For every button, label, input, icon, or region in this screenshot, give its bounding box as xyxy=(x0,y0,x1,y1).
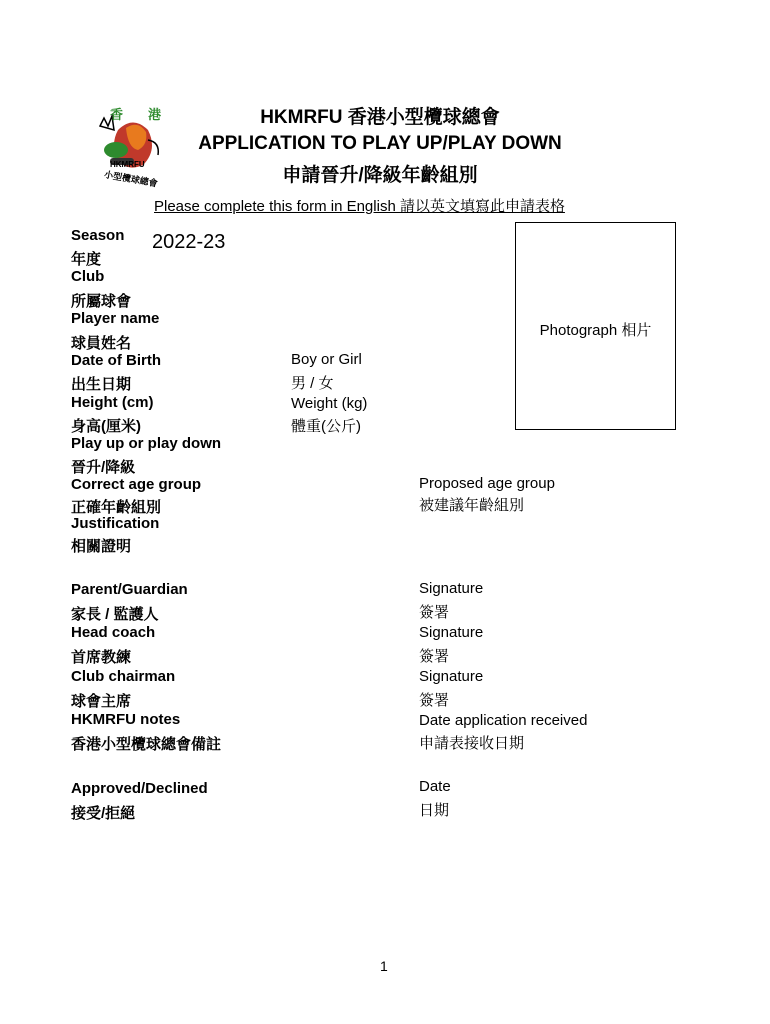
date-label: Date xyxy=(419,778,451,795)
weight-label: Weight (kg) xyxy=(291,395,368,412)
approved-label-zh: 接受/拒絕 xyxy=(71,805,136,822)
gender-label: Boy or Girl xyxy=(291,351,362,368)
form-subtitle-zh: 申請晉升/降級年齡組別 xyxy=(282,165,478,186)
logo-char-1: 香 xyxy=(110,107,124,122)
date-received-label-zh: 申請表接收日期 xyxy=(419,735,525,752)
page-number: 1 xyxy=(380,958,388,974)
height-label-zh: 身高(厘米) xyxy=(71,418,141,435)
season-value: 2022-23 xyxy=(152,231,226,253)
chairman-signature-label-zh: 簽署 xyxy=(419,692,450,709)
chairman-label: Club chairman xyxy=(71,668,176,685)
parent-label-zh: 家長 / 監護人 xyxy=(71,606,159,623)
play-up-down-label-zh: 晉升/降級 xyxy=(71,459,136,476)
gender-label-zh: 男 / 女 xyxy=(291,375,334,392)
proposed-age-label-zh: 被建議年齡組別 xyxy=(419,497,525,514)
instruction-text: Please complete this form in English 請以英文填寫此申請表格 xyxy=(154,198,565,215)
coach-signature-label: Signature xyxy=(419,624,484,641)
season-label: Season xyxy=(71,227,125,244)
form-subtitle-en: APPLICATION TO PLAY UP/PLAY DOWN xyxy=(198,133,562,154)
logo-subtitle: 小型欖球總會 xyxy=(103,169,159,189)
height-label: Height (cm) xyxy=(71,394,154,411)
play-up-down-label: Play up or play down xyxy=(71,435,222,452)
coach-label: Head coach xyxy=(71,624,156,641)
chairman-label-zh: 球會主席 xyxy=(71,693,132,710)
date-received-label: Date application received xyxy=(419,712,588,729)
club-label: Club xyxy=(71,268,105,285)
parent-label: Parent/Guardian xyxy=(71,581,188,598)
hkmrfu-logo xyxy=(88,100,178,190)
form-title: HKMRFU 香港小型欖球總會 xyxy=(260,107,500,128)
dob-label: Date of Birth xyxy=(71,352,161,369)
photo-box[interactable] xyxy=(515,222,676,430)
dob-label-zh: 出生日期 xyxy=(71,376,132,393)
season-label-zh: 年度 xyxy=(71,251,102,268)
justification-label: Justification xyxy=(71,515,160,532)
parent-signature-label: Signature xyxy=(419,580,484,597)
logo-name: HKMRFU xyxy=(110,160,145,169)
correct-age-label: Correct age group xyxy=(71,476,202,493)
chairman-signature-label: Signature xyxy=(419,668,484,685)
notes-label-zh: 香港小型欖球總會備註 xyxy=(71,736,222,753)
coach-label-zh: 首席教練 xyxy=(71,649,132,666)
player-name-label-zh: 球員姓名 xyxy=(71,335,132,352)
photo-label: Photograph 相片 xyxy=(539,322,652,339)
approved-label: Approved/Declined xyxy=(71,780,208,797)
parent-signature-label-zh: 簽署 xyxy=(419,604,450,621)
club-label-zh: 所屬球會 xyxy=(71,293,132,310)
proposed-age-label: Proposed age group xyxy=(419,475,555,492)
logo-char-2: 港 xyxy=(148,107,162,122)
justification-label-zh: 相關證明 xyxy=(71,538,132,555)
date-label-zh: 日期 xyxy=(419,802,450,819)
correct-age-label-zh: 正確年齡組別 xyxy=(71,499,162,516)
coach-signature-label-zh: 簽署 xyxy=(419,648,450,665)
notes-label: HKMRFU notes xyxy=(71,711,181,728)
player-name-label: Player name xyxy=(71,310,160,327)
weight-label-zh: 體重(公斤) xyxy=(291,418,361,435)
